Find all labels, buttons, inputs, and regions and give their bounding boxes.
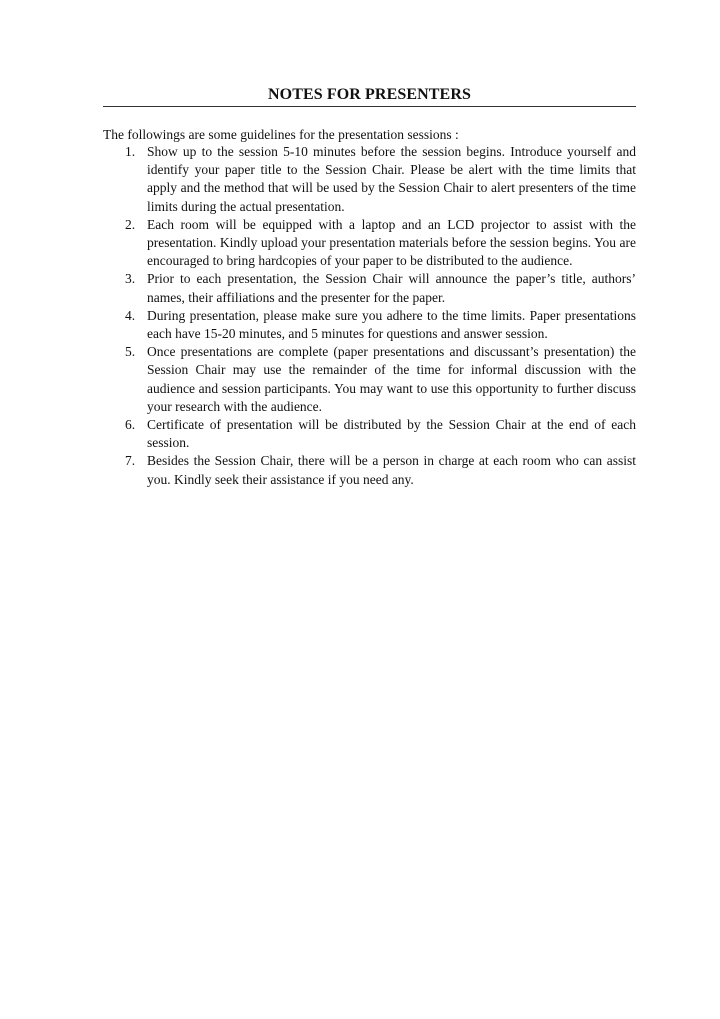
item-number: 7. [125, 453, 136, 469]
item-number: 4. [125, 307, 136, 323]
item-text: Once presentations are complete (paper presentations and discussant’s presentation) the Session Chair may use the remainder of the time for informal discussion with the audience and session participants. You may want to use this opportunity to further discuss your research with the audience. [147, 344, 636, 414]
list-item [103, 216, 636, 271]
item-text: During presentation, please make sure you adhere to the time limits. Paper presentations each have 15-20 minutes, and 5 minutes for questions and answer session. [147, 307, 636, 342]
page-title: NOTES FOR PRESENTERS [268, 86, 471, 103]
item-number: 1. [125, 144, 136, 159]
item-number: 5. [125, 344, 136, 360]
item-number: 3. [125, 271, 136, 287]
item-text: Certificate of presentation will be distributed by the Session Chair at the end of each session. [147, 417, 636, 451]
list-item [103, 343, 636, 416]
item-text: Besides the Session Chair, there will be a person in charge at each room who can assist you. Kindly seek their assistance if you need any. [147, 453, 636, 487]
list-item [103, 452, 636, 488]
item-number: 6. [125, 417, 136, 433]
item-text: Show up to the session 5-10 minutes before the session begins. Introduce yourself and identify your paper title to the Session Chair. Please be alert with the time limits that apply and the method that will be used by the Session Chair to alert presenters of the time limits during the actual presentation. [147, 144, 636, 214]
title-divider [103, 106, 636, 107]
item-number: 2. [125, 216, 136, 232]
guidelines-list [103, 143, 636, 489]
list-item [103, 143, 636, 216]
list-item [103, 416, 636, 452]
list-item [103, 307, 636, 343]
item-text: Prior to each presentation, the Session Chair will announce the paper’s title, authors’ names, their affiliations and the presenter for the paper. [147, 271, 636, 305]
intro-text: The followings are some guidelines for the presentation sessions : [103, 127, 459, 142]
item-text: Each room will be equipped with a laptop and an LCD projector to assist with the presentation. Kindly upload your presentation materials before the session begins. You are encouraged to bring hardcopies of your paper to be distributed to the audience. [147, 216, 636, 269]
list-item [103, 270, 636, 306]
